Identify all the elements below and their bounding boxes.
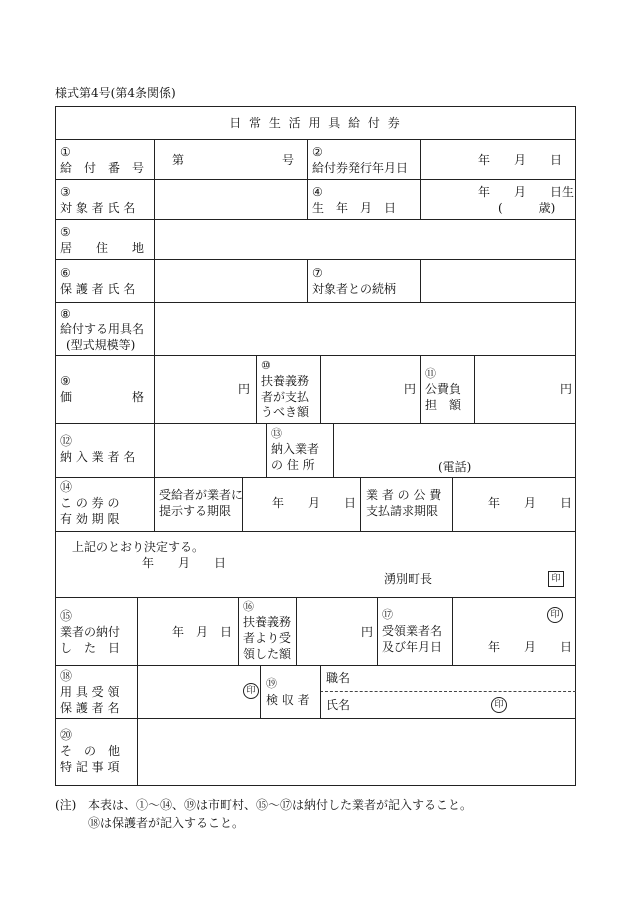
form-title: 日 常 生 活 用 具 給 付 券 [229,116,402,130]
col-line [266,423,267,477]
item-number: ⑰ [382,608,393,621]
row-line [55,139,576,140]
col-line [320,665,321,718]
claim-deadline-date: 年 月 日 [488,496,573,510]
col-line [333,423,334,477]
label-receiving-supplier: 及び年月日 [382,640,443,654]
col-line [452,597,453,665]
yen-unit: 円 [361,625,374,639]
label-other-notes: 特 記 事 項 [60,760,120,774]
receipt-date: 年 月 日 [488,640,573,654]
col-line [154,477,155,531]
label-name: 氏名 [326,698,351,712]
label-present-deadline: 提示する期限 [159,504,232,518]
label-issue-date: 給付券発行年月日 [312,161,409,175]
col-line [420,259,421,302]
note-line: 本表は、①～⑭、⑲は市町村、⑮～⑰は納付した業者が記入すること。 [88,798,473,812]
delivery-date: 年 月 日 [172,625,233,639]
item-number: ⑩ [261,359,271,372]
col-line [154,139,155,477]
label-benefit-number: 給 付 番 号 [60,161,145,175]
row-line [55,597,576,598]
label-received-from-guardian: 者より受 [243,631,292,645]
label-public-cost: 公費負 [425,382,462,396]
label-guardian-payment: うべき額 [261,405,310,419]
item-number: ② [312,145,323,159]
row-line [55,302,576,303]
seal-icon: 印 [547,607,563,623]
label-guardian-payment: 扶養義務 [261,374,310,388]
label-relationship: 対象者との続柄 [312,282,397,296]
label-received-from-guardian: 扶養義務 [243,615,292,629]
label-delivery-date: 業者の納付 [60,625,121,639]
row-line [55,179,576,180]
item-number: ⑦ [312,266,323,280]
label-guardian-payment: 者が支払 [261,390,310,404]
phone-label: (電話) [438,460,472,474]
col-line [420,355,421,423]
col-line [320,355,321,423]
row-line [55,665,576,666]
label-position: 職名 [326,671,351,685]
col-line [242,477,243,531]
item-number: ⑫ [60,434,73,448]
item-number: ③ [60,185,71,199]
mayor-title: 湧別町長 [384,572,433,586]
item-number: ⑨ [60,374,71,388]
number-prefix: 第 [172,153,185,167]
label-equipment-receiver: 用 具 受 領 [60,685,120,699]
label-validity: こ の 券 の [60,496,120,510]
item-number: ⑮ [60,609,73,623]
label-delivery-date: し た 日 [60,641,121,655]
seal-icon: 印 [491,697,507,713]
yen-unit: 円 [404,382,417,396]
note-head: (注) [55,798,77,812]
label-recipient-name: 対 象 者 氏 名 [60,201,136,215]
form-id: 様式第4号(第4条関係) [55,86,176,100]
row-line [55,355,576,356]
row-line [55,718,576,719]
col-line [452,477,453,531]
label-validity: 有 効 期 限 [60,512,120,526]
yen-unit: 円 [238,382,251,396]
col-line [296,597,297,665]
label-received-from-guardian: 領した額 [243,647,292,661]
col-line [137,597,138,786]
item-number: ⑬ [271,427,282,440]
col-line [260,665,261,718]
item-number: ⑧ [60,307,71,321]
col-line [307,259,308,302]
label-residence: 居 住 地 [60,241,145,255]
item-number: ⑥ [60,266,71,280]
age: ( 歳) [498,201,556,215]
label-supplier-name: 納 入 業 者 名 [60,450,136,464]
decision-text: 上記のとおり決定する。 [72,540,205,554]
row-line [55,219,576,220]
number-suffix: 号 [282,153,295,167]
seal-icon: 印 [548,571,564,587]
item-number: ⑤ [60,225,71,239]
col-line [420,139,421,219]
label-equipment-receiver: 保 護 者 名 [60,701,120,715]
col-line [377,597,378,665]
birth-date: 年 月 日生 [478,185,575,199]
item-number: ⑪ [425,367,436,380]
col-line [307,139,308,219]
label-public-cost: 担 額 [425,398,462,412]
decision-date: 年 月 日 [142,556,227,570]
present-deadline-date: 年 月 日 [272,496,357,510]
label-claim-deadline: 業 者 の 公 費 [366,488,442,502]
issue-date: 年 月 日 [478,153,563,167]
label-birth-date: 生 年 月 日 [312,201,397,215]
label-inspector: 検 収 者 [266,693,310,707]
label-receiving-supplier: 受領業者名 [382,624,443,638]
label-present-deadline: 受給者が業者に [159,488,244,502]
item-number: ⑱ [60,669,73,683]
col-line [360,477,361,531]
item-number: ⑯ [243,600,254,613]
dashed-line [320,691,576,692]
row-line [55,423,576,424]
yen-unit: 円 [560,382,573,396]
label-claim-deadline: 支払請求期限 [366,504,439,518]
label-guardian-name: 保 護 者 氏 名 [60,282,136,296]
label-model: (型式規模等) [66,338,136,352]
note-line: ⑱は保護者が記入すること。 [88,816,245,830]
row-line [55,259,576,260]
seal-icon: 印 [243,683,259,699]
label-supplier-address: の 住 所 [271,458,315,472]
col-line [474,355,475,423]
label-other-notes: そ の 他 [60,744,121,758]
label-price: 価 格 [60,390,145,404]
col-line [238,597,239,665]
item-number: ⑳ [60,728,73,742]
label-supplier-address: 納入業者 [271,442,320,456]
row-line [55,531,576,532]
row-line [55,477,576,478]
col-line [256,355,257,423]
item-number: ① [60,145,71,159]
label-equipment-name: 給付する用具名 [60,322,145,336]
item-number: ⑭ [60,480,73,494]
item-number: ④ [312,185,323,199]
item-number: ⑲ [266,677,277,690]
